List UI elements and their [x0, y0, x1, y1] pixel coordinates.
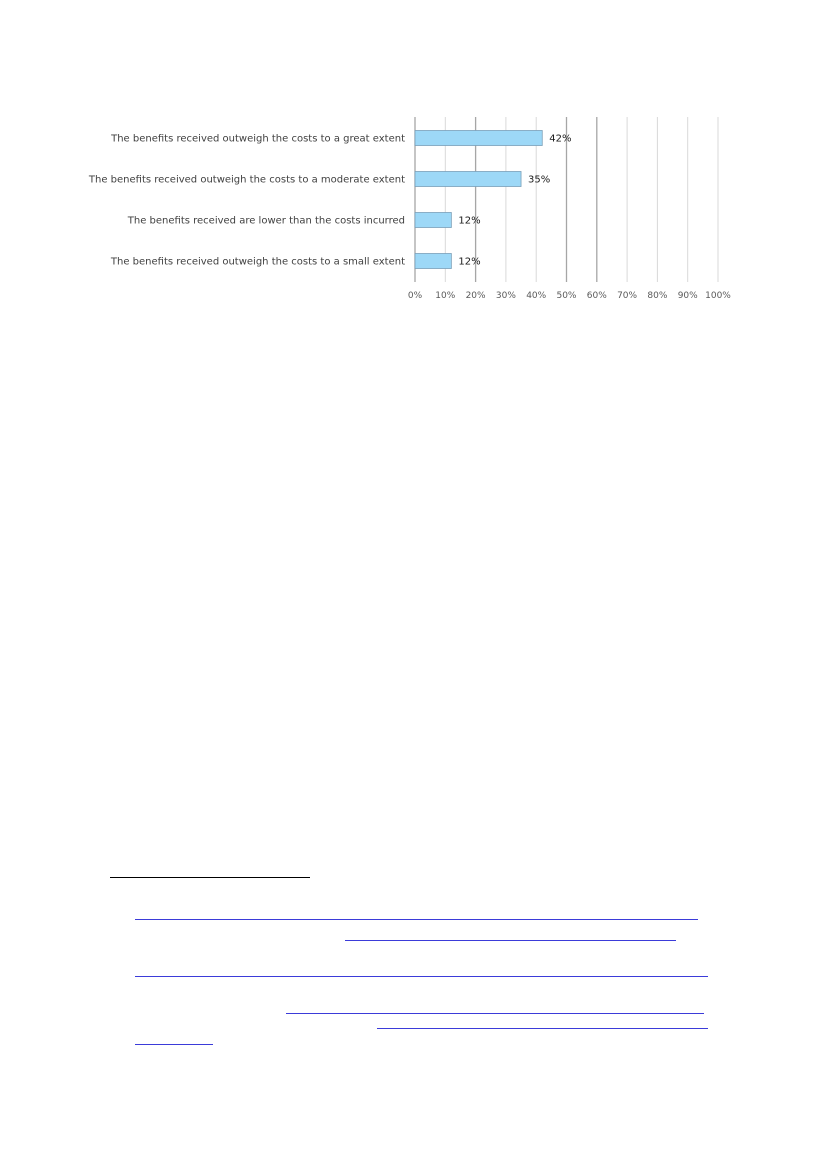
x-tick-label-4: 40%: [526, 291, 547, 301]
x-tick-label-3: 30%: [495, 291, 516, 301]
bar-3: [415, 254, 451, 269]
bar-1: [415, 172, 521, 187]
x-tick-label-9: 90%: [677, 291, 698, 301]
x-tick-label-8: 80%: [647, 291, 668, 301]
data-label-1: 35%: [528, 174, 551, 186]
bar-chart: [0, 0, 827, 320]
footnote-link-2[interactable]: [345, 940, 676, 941]
footnote-link-5[interactable]: [377, 1028, 708, 1029]
x-tick-label-0: 0%: [407, 291, 423, 301]
bars: [415, 131, 542, 269]
x-tick-label-1: 10%: [435, 291, 456, 301]
bar-2: [415, 213, 451, 228]
footnote-link-3[interactable]: [135, 976, 708, 977]
x-tick-label-5: 50%: [556, 291, 577, 301]
category-label-2: The benefits received are lower than the costs incurred: [127, 215, 405, 227]
x-tick-label-6: 60%: [586, 291, 607, 301]
category-label-3: The benefits received outweigh the costs to a small extent: [110, 256, 405, 268]
category-label-0: The benefits received outweigh the costs to a great extent: [111, 133, 405, 145]
data-label-3: 12%: [458, 256, 481, 268]
footnote-link-4[interactable]: [286, 1013, 704, 1014]
footnote-link-6[interactable]: [135, 1044, 213, 1045]
x-tick-label-2: 20%: [465, 291, 486, 301]
category-label-1: The benefits received outweigh the costs to a moderate extent: [88, 174, 405, 186]
bar-0: [415, 131, 542, 146]
x-tick-labels: [408, 291, 731, 301]
data-label-2: 12%: [458, 215, 481, 227]
footnote-separator: [110, 877, 310, 878]
x-tick-label-10: 100%: [705, 291, 731, 301]
footnote-link-1[interactable]: [135, 919, 698, 920]
data-label-0: 42%: [549, 133, 572, 145]
category-labels: [88, 134, 405, 268]
x-tick-label-7: 70%: [617, 291, 638, 301]
